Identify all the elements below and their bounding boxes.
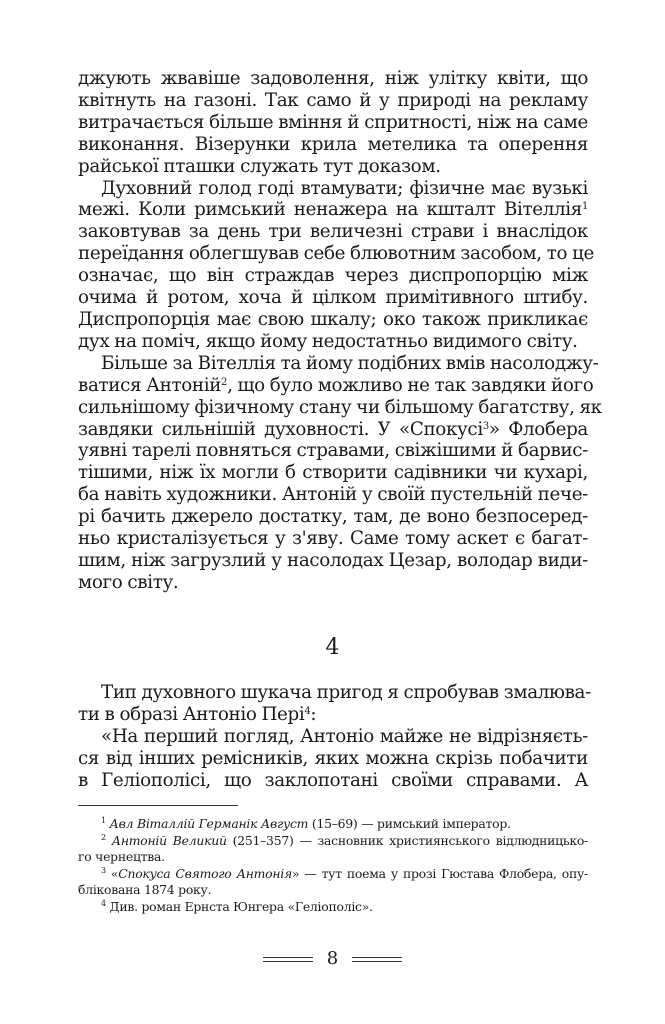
footnote-mark: 4 [304, 705, 311, 717]
section-text [78, 682, 591, 792]
footnote-4 [78, 899, 588, 916]
text-line: означає, що він страждав через диспропорцію між [78, 265, 588, 287]
text-line: переїдання облегшував себе блювотним засобом, то це [78, 243, 594, 265]
footnote-line: $^2$ Антоній Великий (251–357) — засновник християнського відлюдницько- [101, 832, 588, 848]
footnote-line: $^4$ Див. роман Ернста Юнгера «Геліополіс». [101, 898, 373, 914]
footnote-separator [78, 805, 238, 806]
footnote-mark: 2 [221, 376, 228, 388]
text-line: заковтував за день три величезні страви і внаслідок [78, 221, 588, 243]
paragraph-4 [78, 682, 591, 726]
paragraph-2 [78, 177, 594, 353]
footnote-line: $^3$ «Спокуса Святого Антонія» — тут поема у прозі Гюстава Флобера, опу- [101, 865, 588, 881]
text-line: виконання. Візерунки крила метелика та оперення [78, 133, 588, 155]
text-line: ватися Антоній$^2$, що було можливо не так завдяки його [78, 374, 594, 396]
text-line: квітнуть на газоні. Так само й у природі на рекламу [78, 89, 588, 111]
main-text [78, 68, 602, 594]
text-line: ба навіть художники. Антоній у своїй пустельній пече- [78, 484, 588, 506]
footer-rule-right [352, 957, 402, 962]
text-line: мого світу. [78, 571, 179, 593]
text-line: витрачається більше вміння й спритності, ніж на саме [78, 111, 588, 133]
text-line: Тип духовного шукача пригод я спробував змалюва- [101, 682, 591, 703]
text-line: джують жвавіше задоволення, ніж улітку квіти, що [78, 68, 588, 89]
text-line: межі. Коли римський ненажера на кшталт Вітеллія$^1$ [78, 199, 588, 221]
footnote-2 [78, 833, 588, 866]
text-line: сильнішому фізичному стану чи більшому багатству, як [78, 396, 602, 418]
footnote-mark: 3 [482, 420, 489, 432]
footer-rule-left [263, 957, 313, 962]
text-line: ти в образі Антоніо Пері$^4$: [78, 703, 317, 725]
footnote-3 [78, 866, 588, 899]
paragraph-1 [78, 68, 588, 178]
text-line: Духовний голод годі втамувати; фізичне має вузькі [101, 177, 588, 199]
text-line: рі бачить джерело достатку, там, де воно безпосеред- [78, 506, 588, 528]
footnote-line: $^1$ Авл Віталлій Германік Август (15–69) — римський імператор. [101, 816, 511, 831]
text-line: ньо кристалізується у з'яву. Саме тому аскет є багат- [78, 528, 588, 550]
text-line: шим, ніж загрузлий у насолодах Цезар, володар види- [78, 549, 588, 571]
text-line: «На перший погляд, Антоніо майже не відрізняєть- [101, 725, 588, 747]
text-line: в Геліополісі, що заклопотані своїми справами. А [78, 769, 588, 791]
paragraph-3 [78, 352, 602, 594]
text-line: завдяки сильнішій духовності. У «Спокусі$^3$» Флобера [78, 418, 588, 440]
text-line: уявні тарелі повняться стравами, свіжішими й барвис- [78, 440, 588, 462]
text-line: дух на поміч, якщо йому недостатньо видимого світу. [78, 330, 578, 352]
text-line: Диспропорція має свою шкалу; око також прикликає [78, 308, 588, 330]
text-line: очима й ротом, хоча й цілком примітивного штибу. [78, 287, 588, 309]
footnote-mark: 1 [581, 201, 588, 213]
text-line: Більше за Вітеллія та йому подібних вмів насолоджу- [101, 352, 599, 374]
page-footer [0, 947, 665, 971]
paragraph-5 [78, 726, 588, 792]
text-line: ся від інших ремісників, яких можна скрізь побачити [78, 747, 588, 769]
footnote-line: го чернецтва. [78, 849, 165, 864]
section-heading: 4 [325, 635, 340, 660]
footnote-1 [78, 816, 588, 833]
page-number: 8 [326, 948, 339, 969]
footnote-line: блікована 1874 року. [78, 882, 212, 897]
text-line: райської пташки служать тут доказом. [78, 155, 441, 177]
footnotes [78, 816, 588, 915]
text-line: тішими, ніж їх могли б створити садівники чи кухарі, [78, 462, 588, 484]
